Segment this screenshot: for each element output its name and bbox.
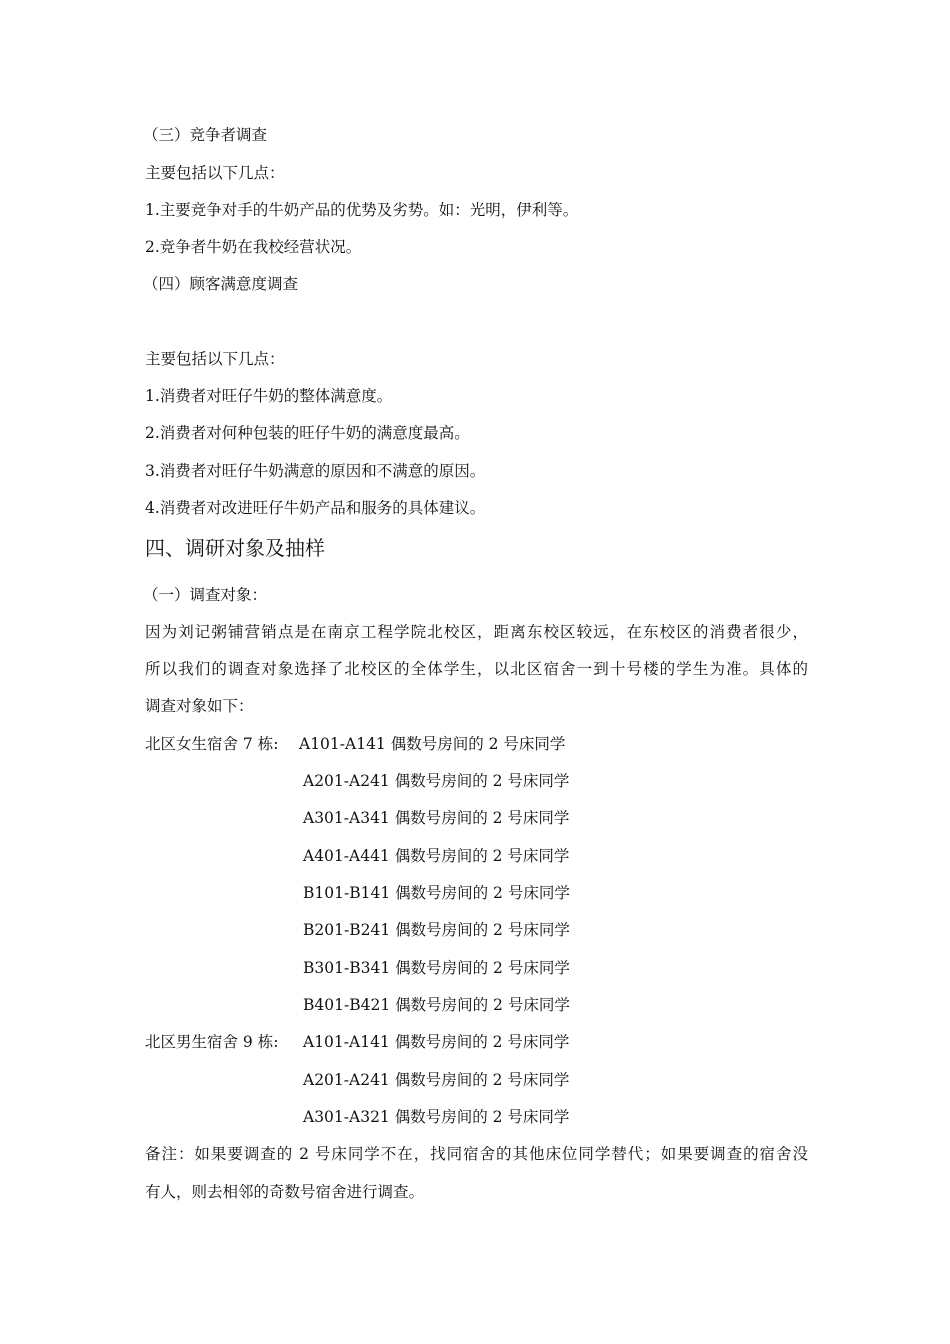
room-range: B101-B141 偶数号房间的 2 号床同学	[303, 884, 570, 902]
room-range: A201-A241 偶数号房间的 2 号床同学	[303, 1071, 570, 1089]
room-range: A101-A141 偶数号房间的 2 号床同学	[299, 735, 566, 753]
subsection-title: （一）调查对象：	[143, 586, 268, 604]
room-range: A201-A241 偶数号房间的 2 号床同学	[303, 772, 570, 790]
room-range: B201-B241 偶数号房间的 2 号床同学	[303, 921, 570, 939]
room-range: B401-B421 偶数号房间的 2 号床同学	[303, 996, 570, 1014]
list-item: 1.消费者对旺仔牛奶的整体满意度。	[145, 387, 393, 405]
section-intro: 主要包括以下几点：	[145, 350, 285, 368]
paragraph-line: 因为刘记粥铺营销点是在南京工程学院北校区，距离东校区较远，在东校区的消费者很少，	[145, 623, 808, 641]
room-range: A301-A341 偶数号房间的 2 号床同学	[303, 809, 570, 827]
paragraph-line: 所以我们的调查对象选择了北校区的全体学生，以北区宿舍一到十号楼的学生为准。具体的	[145, 660, 808, 678]
room-range: B301-B341 偶数号房间的 2 号床同学	[303, 959, 570, 977]
paragraph-line: 调查对象如下：	[145, 697, 254, 715]
section-title-competitor: （三）竞争者调查	[143, 126, 268, 144]
room-range: A401-A441 偶数号房间的 2 号床同学	[303, 847, 570, 865]
list-item: 4.消费者对改进旺仔牛奶产品和服务的具体建议。	[145, 499, 486, 517]
female-dorm-label: 北区女生宿舍 7 栋:	[145, 735, 279, 753]
note-line: 有人，则去相邻的奇数号宿舍进行调查。	[145, 1183, 425, 1201]
male-dorm-label: 北区男生宿舍 9 栋:	[145, 1033, 279, 1051]
room-range: A101-A141 偶数号房间的 2 号床同学	[303, 1033, 570, 1051]
section-title-satisfaction: （四）顾客满意度调查	[143, 275, 299, 293]
section-intro: 主要包括以下几点：	[145, 164, 285, 182]
room-range: A301-A321 偶数号房间的 2 号床同学	[303, 1108, 570, 1126]
list-item: 1.主要竞争对手的牛奶产品的优势及劣势。如：光明，伊利等。	[145, 201, 579, 219]
list-item: 2.消费者对何种包装的旺仔牛奶的满意度最高。	[145, 424, 470, 442]
list-item: 3.消费者对旺仔牛奶满意的原因和不满意的原因。	[145, 462, 486, 480]
list-item: 2.竞争者牛奶在我校经营状况。	[145, 238, 362, 256]
chapter-heading: 四、调研对象及抽样	[145, 536, 325, 560]
note-line: 备注：如果要调查的 2 号床同学不在，找同宿舍的其他床位同学替代；如果要调查的宿舍没	[145, 1145, 808, 1163]
